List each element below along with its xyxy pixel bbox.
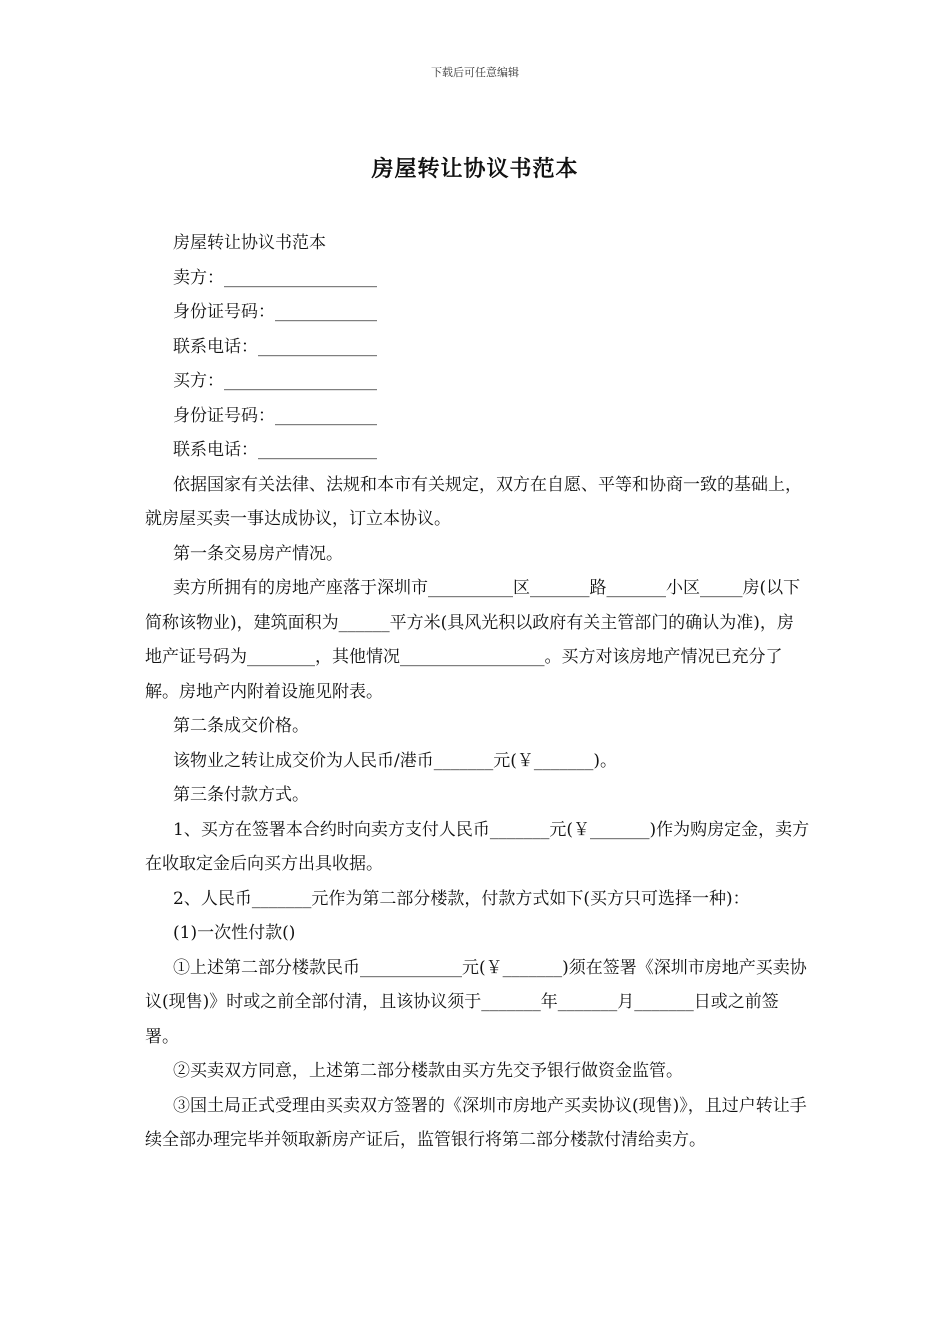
clause-2-paragraph: 2、人民币_______元作为第二部分楼款，付款方式如下(买方只可选择一种)：	[173, 888, 750, 909]
article-2-heading: 第二条成交价格。	[173, 716, 309, 736]
seller-id-field: 身份证号码：____________	[173, 302, 377, 322]
seller-field: 卖方：__________________	[173, 267, 377, 288]
document-body	[145, 226, 810, 1158]
seller-phone-field: 联系电话：______________	[173, 336, 377, 357]
item-circled-1-paragraph: ①上述第二部分楼款民币____________元(￥_______)须在签署《深圳市房地产买卖协议(现售)》时或之前全部付清，且该协议须于_______年_______月_______日或之前签署。	[145, 957, 807, 1047]
document-title: 房屋转让协议书范本	[371, 156, 579, 182]
item-circled-3-paragraph: ③国土局正式受理由买卖双方签署的《深圳市房地产买卖协议(现售)》，且过户转让手续全部办理完毕并领取新房产证后，监管银行将第二部分楼款付清给卖方。	[145, 1095, 807, 1150]
buyer-id-field: 身份证号码：____________	[173, 405, 377, 426]
article-1-paragraph: 卖方所拥有的房地产座落于深圳市__________区_______路_______小区_____房(以下简称该物业)，建筑面积为______平方米(具风光积以政府有关主管部门的确认为准)，房地产证号码为________，其他情况_________________。买方对该房地产情况已充分了解。房地产内附着设施见附表。	[145, 578, 801, 702]
option-1-paragraph: (1)一次性付款()	[173, 923, 296, 943]
buyer-field: 买方：__________________	[173, 371, 377, 391]
clause-1-paragraph: 1、买方在签署本合约时向卖方支付人民币_______元(￥_______)作为购房定金，卖方在收取定金后向买方出具收据。	[145, 819, 810, 874]
article-2-paragraph: 该物业之转让成交价为人民币/港币_______元(￥_______)。	[173, 750, 617, 771]
item-circled-2-paragraph: ②买卖双方同意，上述第二部分楼款由买方先交予银行做资金监管。	[173, 1061, 683, 1081]
subtitle-paragraph: 房屋转让协议书范本	[173, 233, 326, 253]
article-3-heading: 第三条付款方式。	[173, 785, 309, 805]
article-1-heading: 第一条交易房产情况。	[173, 543, 343, 564]
buyer-phone-field: 联系电话：______________	[173, 440, 377, 460]
preamble-paragraph: 依据国家有关法律、法规和本市有关规定，双方在自愿、平等和协商一致的基础上，就房屋买卖一事达成协议，订立本协议。	[145, 474, 802, 529]
header-note: 下载后可任意编辑	[431, 66, 519, 79]
